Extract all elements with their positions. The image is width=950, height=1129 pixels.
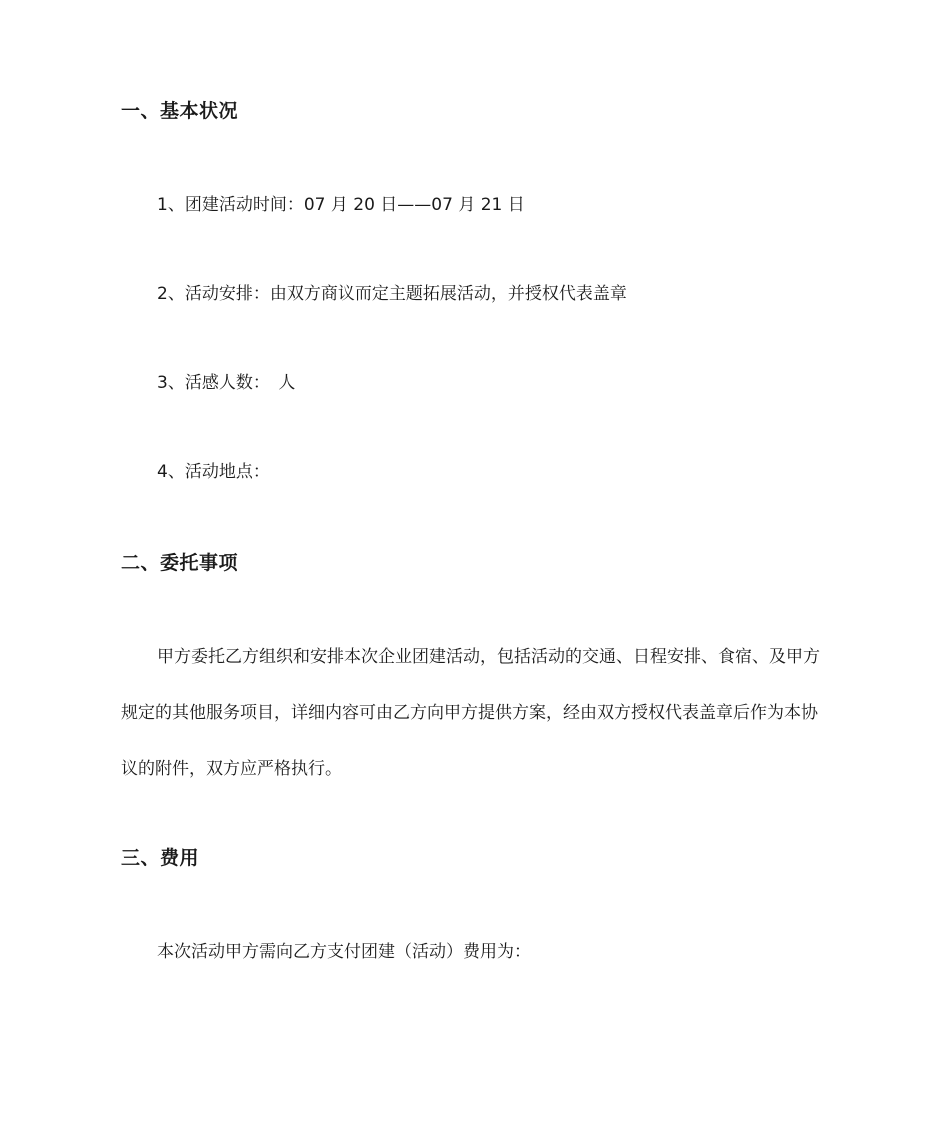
section-heading-entrusted-matters: 二、委托事项 bbox=[121, 552, 239, 574]
paragraph-fees: 本次活动甲方需向乙方支付团建（活动）费用为： bbox=[157, 942, 531, 962]
list-item-participant-count: 3、活感人数： 人 bbox=[157, 373, 296, 393]
section-heading-fees: 三、费用 bbox=[121, 847, 200, 869]
list-item-activity-time: 1、团建活动时间：07 月 20 日——07 月 21 日 bbox=[157, 195, 525, 215]
paragraph-entrusted-matters: 甲方委托乙方组织和安排本次企业团建活动，包括活动的交通、日程安排、食宿、及甲方规定的其他服务项目，详细内容可由乙方向甲方提供方案，经由双方授权代表盖章后作为本协议的附件，双方应严格执行。 bbox=[121, 647, 820, 779]
list-item-activity-location: 4、活动地点： bbox=[157, 462, 270, 482]
list-item-activity-arrangement: 2、活动安排：由双方商议而定主题拓展活动，并授权代表盖章 bbox=[157, 284, 627, 304]
section-heading-basic-status: 一、基本状况 bbox=[121, 100, 239, 122]
